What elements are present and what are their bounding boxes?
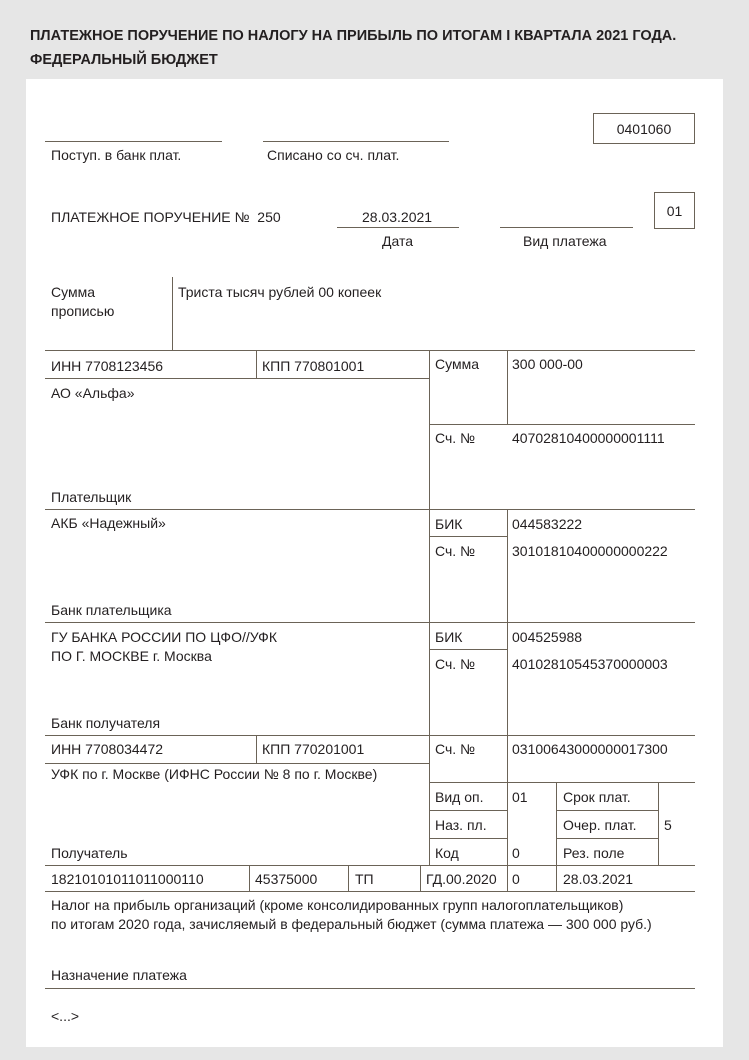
- payer-inn: ИНН 7708123456: [51, 358, 164, 374]
- postup-line: [45, 141, 222, 142]
- spisano-line: [263, 141, 449, 142]
- grid-line-7: [429, 649, 507, 650]
- order-label: ПЛАТЕЖНОЕ ПОРУЧЕНИЕ №: [51, 209, 250, 225]
- payer-kpp: КПП 770801001: [262, 358, 365, 374]
- srok-label: Срок плат.: [563, 789, 631, 805]
- order-title: [51, 209, 281, 226]
- vid-op-value: 01: [512, 789, 528, 805]
- grid-line-11: [429, 810, 507, 811]
- vid-op-label: Вид оп.: [435, 789, 484, 805]
- grid-line-13: [429, 838, 507, 839]
- page-title: [30, 24, 676, 72]
- purpose-line-1: Налог на прибыль организаций (кроме консолидированных групп налогоплательщиков): [51, 897, 624, 913]
- grid-line-16: [45, 891, 695, 892]
- grid-vline-7: [658, 782, 659, 865]
- payer-bank-bik: 044583222: [512, 516, 583, 532]
- grid-vline-1: [256, 350, 257, 378]
- payer-bank-account-label: Сч. №: [435, 543, 476, 559]
- grid-line-14: [556, 838, 658, 839]
- grid-vline-2: [429, 350, 430, 865]
- payer-bank-name: АКБ «Надежный»: [51, 515, 166, 531]
- grid-vline-3: [507, 350, 508, 424]
- grid-line-4: [45, 509, 695, 510]
- recipient-bank-bik-label: БИК: [435, 629, 463, 645]
- grid-vline-4: [507, 509, 508, 865]
- grid-vline-10: [420, 865, 421, 891]
- payment-type-line: [500, 227, 633, 228]
- kod-value: 0: [512, 845, 520, 861]
- recipient-bank-account: 40102810545370000003: [512, 656, 668, 672]
- payer-account: 40702810400000001111: [512, 430, 665, 446]
- payment-order-form: [26, 79, 723, 1047]
- grid-vline-5: [256, 735, 257, 763]
- form-code: 0401060: [616, 120, 672, 137]
- purpose-line-2: по итогам 2020 года, зачисляемый в федеральный бюджет (сумма платежа — 300 000 руб.): [51, 916, 652, 932]
- grid-vline-8: [249, 865, 250, 891]
- payer-bank-bik-label: БИК: [435, 516, 463, 532]
- date-label: Дата: [382, 233, 414, 249]
- recipient-name: УФК по г. Москве (ИФНС России № 8 по г. Москве): [51, 766, 378, 782]
- grid-vline-9: [348, 865, 349, 891]
- recipient-label: Получатель: [51, 845, 128, 861]
- naz-pl-label: Наз. пл.: [435, 817, 487, 833]
- ocher-value: 5: [664, 817, 672, 833]
- recipient-kpp: КПП 770201001: [262, 741, 365, 757]
- payer-name: АО «Альфа»: [51, 385, 135, 401]
- grid-vline-11: [507, 865, 508, 891]
- sum-words-label-1: Сумма: [51, 284, 95, 300]
- recipient-account: 03100643000000017300: [512, 741, 668, 757]
- grid-line-12: [556, 810, 658, 811]
- grid-line-5: [429, 536, 507, 537]
- rez-label: Рез. поле: [563, 845, 625, 861]
- kod-label: Код: [435, 845, 459, 861]
- spisano-label: Списано со сч. плат.: [267, 147, 400, 163]
- budget-oktmo: 45375000: [255, 871, 318, 887]
- grid-line-8: [45, 735, 695, 736]
- status-code: 01: [666, 202, 683, 219]
- grid-vline-6: [556, 782, 557, 891]
- payment-type-label: Вид платежа: [523, 233, 607, 249]
- budget-kbk: 18210101011011000110: [51, 871, 204, 887]
- grid-line-6: [45, 622, 695, 623]
- recipient-bank-label: Банк получателя: [51, 715, 161, 731]
- sum-label: Сумма: [435, 356, 479, 372]
- recipient-bank-bik: 004525988: [512, 629, 583, 645]
- sum-value: 300 000-00: [512, 356, 583, 372]
- payer-label: Плательщик: [51, 489, 132, 505]
- date-line: [337, 227, 459, 228]
- budget-basis: ТП: [355, 871, 374, 887]
- sum-words-divider: [172, 277, 173, 350]
- recipient-account-label: Сч. №: [435, 741, 476, 757]
- sum-words-label-2: прописью: [51, 303, 115, 319]
- budget-doc-number: 0: [512, 871, 520, 887]
- status-box: [654, 192, 695, 229]
- order-number: 250: [257, 209, 281, 225]
- payer-bank-account: 30101810400000000222: [512, 543, 668, 559]
- grid-line-3: [429, 424, 695, 425]
- purpose-label: Назначение платежа: [51, 967, 187, 983]
- form-code-box: [593, 113, 695, 144]
- grid-line-15: [45, 865, 695, 866]
- payer-bank-label: Банк плательщика: [51, 602, 172, 618]
- recipient-bank-account-label: Сч. №: [435, 656, 476, 672]
- recipient-bank-name-2: ПО Г. МОСКВЕ г. Москва: [51, 648, 212, 664]
- budget-doc-date: 28.03.2021: [563, 871, 634, 887]
- recipient-bank-name-1: ГУ БАНКА РОССИИ ПО ЦФО//УФК: [51, 629, 277, 645]
- ocher-label: Очер. плат.: [563, 817, 637, 833]
- title-line-2: ФЕДЕРАЛЬНЫЙ БЮДЖЕТ: [30, 52, 218, 68]
- grid-line-9: [45, 763, 429, 764]
- postup-label: Поступ. в банк плат.: [51, 147, 182, 163]
- purpose-ellipsis: <...>: [51, 1008, 80, 1024]
- payer-account-label: Сч. №: [435, 430, 476, 446]
- budget-period: ГД.00.2020: [426, 871, 497, 887]
- recipient-inn: ИНН 7708034472: [51, 741, 164, 757]
- title-line-1: ПЛАТЕЖНОЕ ПОРУЧЕНИЕ ПО НАЛОГУ НА ПРИБЫЛЬ ПО ИТОГАМ I КВАРТАЛА 2021 ГОДА.: [30, 28, 677, 44]
- purpose-line: [45, 988, 695, 989]
- grid-line-10: [429, 782, 695, 783]
- sum-words-value: Триста тысяч рублей 00 копеек: [178, 284, 382, 300]
- order-date: 28.03.2021: [362, 209, 433, 225]
- grid-line-1: [45, 350, 695, 351]
- grid-line-2: [45, 378, 429, 379]
